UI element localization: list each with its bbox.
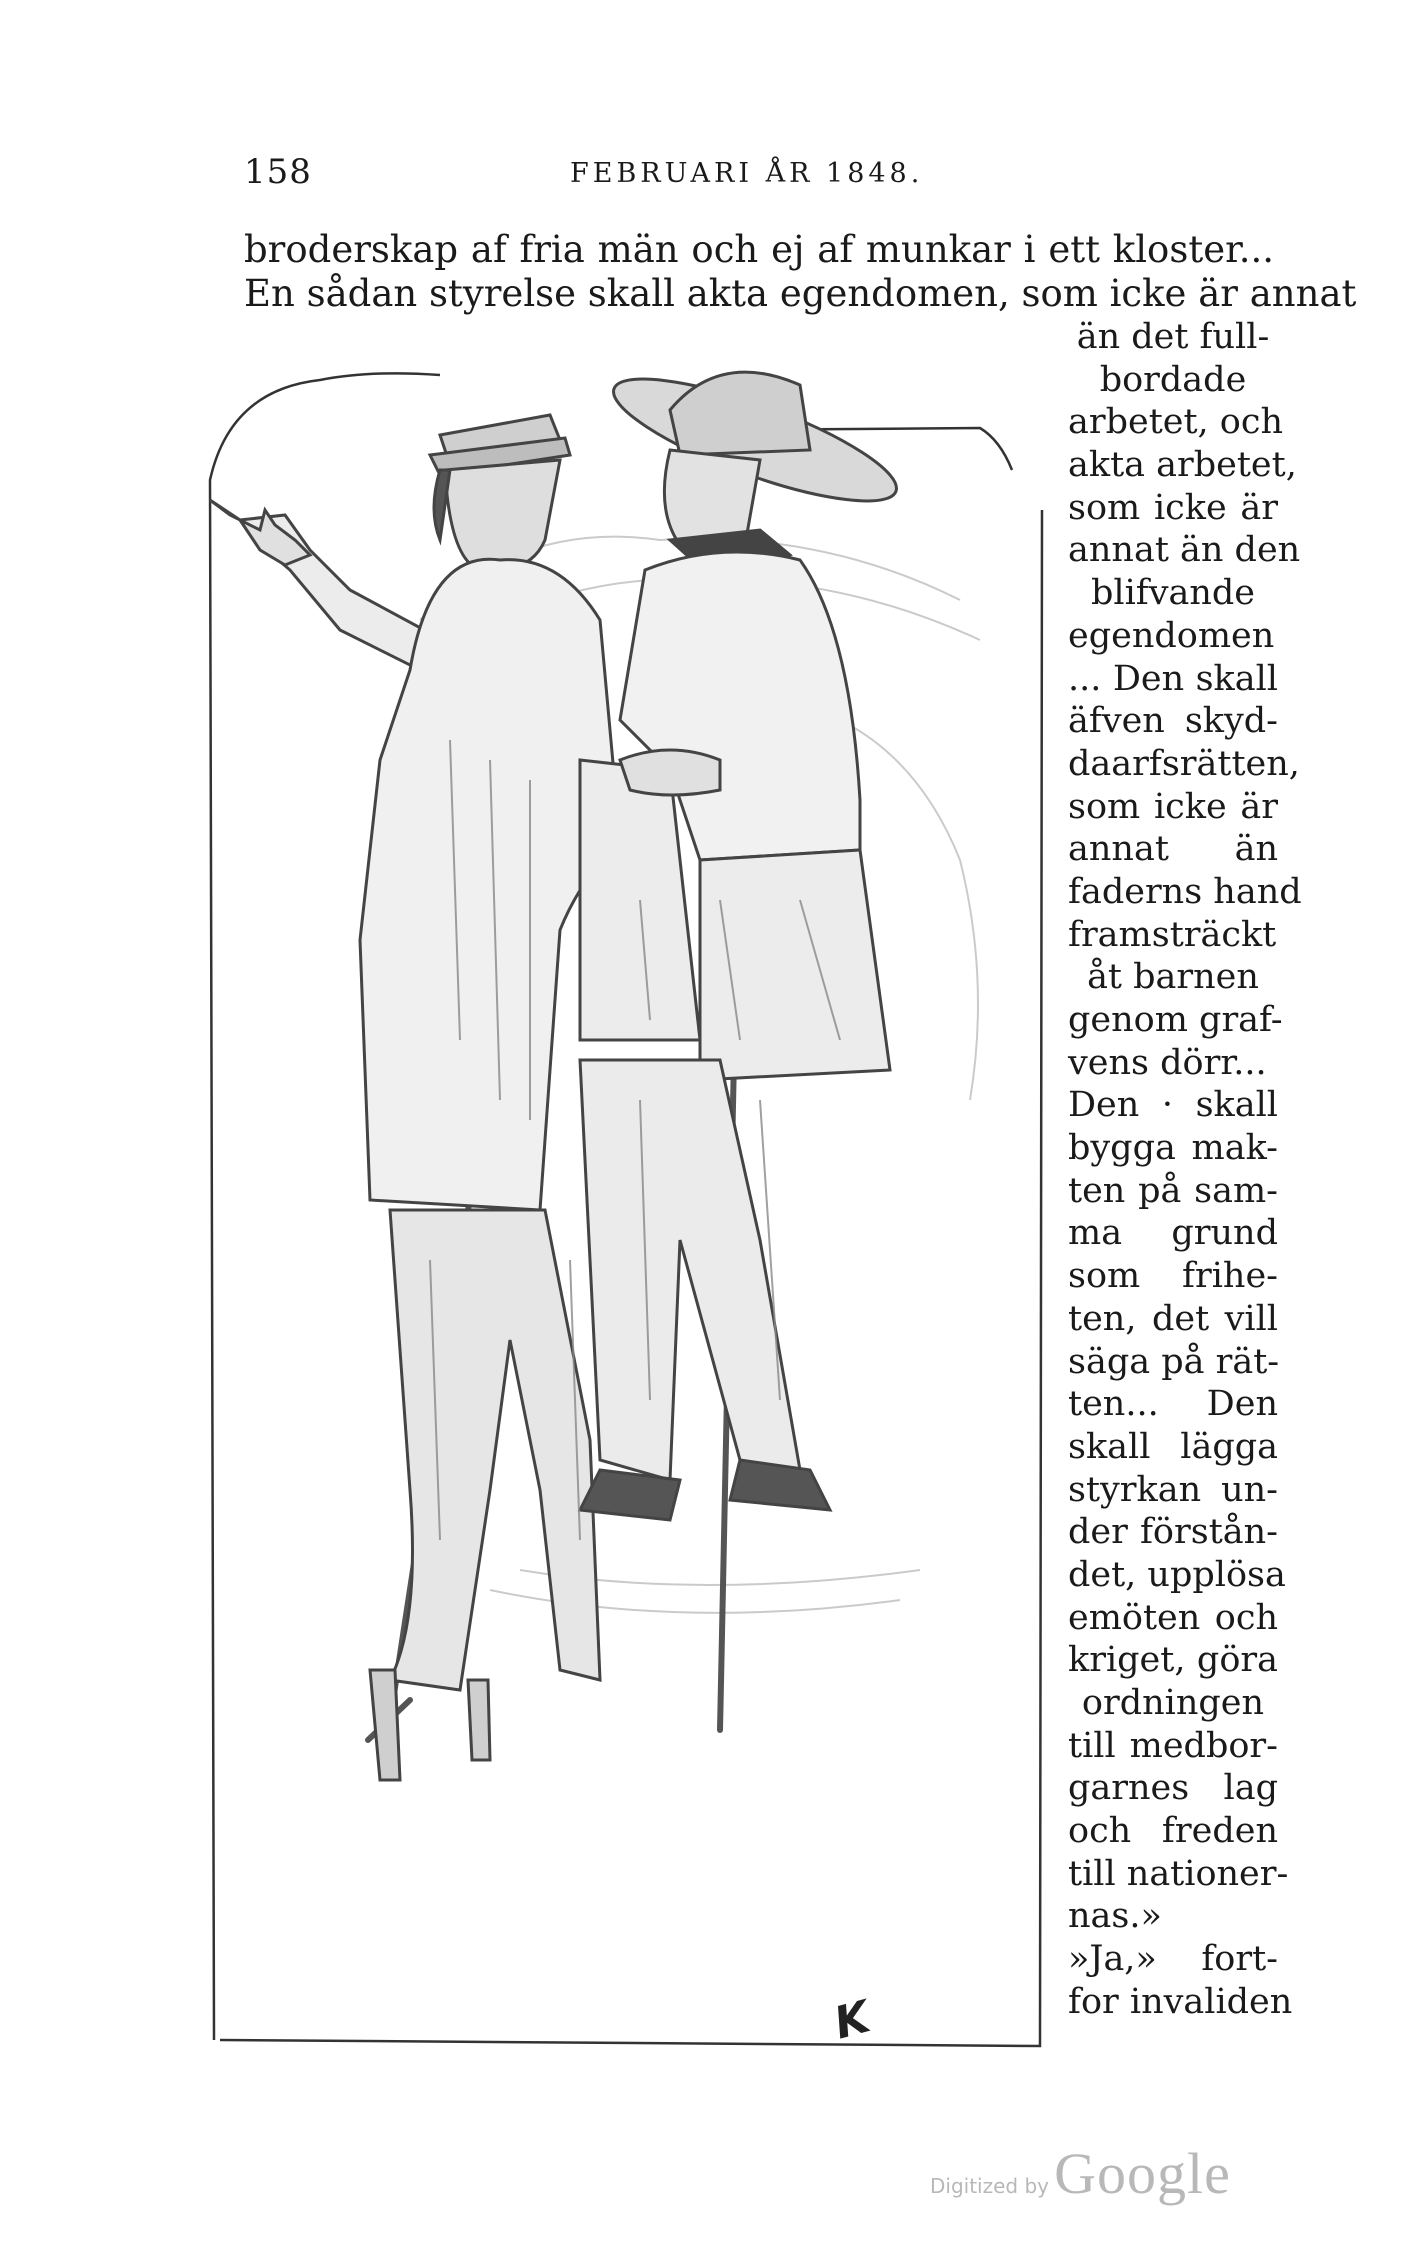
text-line: der förstån- (1068, 1512, 1278, 1553)
text-line: akta arbetet, (1068, 445, 1297, 486)
text-line: som frihe- (1068, 1256, 1278, 1297)
text-line: ten på sam- (1068, 1170, 1278, 1211)
text-line: blifvande (1090, 573, 1256, 614)
text-line: nas.» (1068, 1896, 1162, 1937)
text-line: säga på rät- (1068, 1341, 1280, 1382)
illustration (200, 340, 1060, 2060)
text-line: annat än den (1068, 530, 1301, 571)
text-line: till medbor- (1068, 1725, 1278, 1766)
text-line: for invaliden (1068, 1981, 1293, 2022)
watermark (930, 2140, 1231, 2207)
text-line: ten, det vill (1068, 1298, 1278, 1339)
text-line: genom graf- (1068, 1000, 1283, 1040)
text-line: Den · skall (1068, 1085, 1278, 1126)
text-line: som icke är (1068, 786, 1278, 827)
text-line: garnes lag (1068, 1768, 1278, 1809)
text-line: ... Den skall (1068, 658, 1278, 699)
text-line: En sådan styrelse skall akta egendomen, som icke är annat (244, 272, 1357, 315)
text-line: äfven skyd- (1068, 701, 1278, 742)
google-logo: Google (1054, 2141, 1231, 2206)
text-line: broderskap af fria män och ej af munkar i ett kloster... (244, 228, 1274, 271)
illustrator-signature: K (828, 1991, 876, 2050)
text-line: och freden (1068, 1811, 1278, 1852)
text-line: än det full- (1076, 317, 1270, 357)
text-line: arbetet, och (1068, 402, 1284, 443)
watermark-prefix: Digitized by (930, 2174, 1049, 2198)
text-line: ten... Den (1068, 1384, 1278, 1425)
text-line: egendomen (1068, 615, 1275, 656)
text-column (1068, 316, 1302, 2024)
text-line: som icke är (1068, 487, 1278, 528)
text-line: kriget, göra (1068, 1640, 1278, 1681)
text-line: skall lägga (1068, 1426, 1278, 1467)
text-line: framsträckt (1068, 914, 1277, 955)
text-line: det, upplösa (1068, 1554, 1286, 1595)
text-line: bygga mak- (1068, 1128, 1278, 1169)
text-line: styrkan un- (1068, 1469, 1278, 1510)
text-line: bordade (1099, 359, 1247, 400)
text-line: ordningen (1081, 1683, 1265, 1723)
text-line: annat än (1068, 829, 1278, 870)
text-line: vens dörr... (1068, 1042, 1267, 1083)
text-line: »Ja,» fort- (1068, 1939, 1278, 1980)
text-line: faderns hand (1068, 871, 1302, 912)
running-title: FEBRUARI ÅR 1848. (570, 158, 924, 189)
text-line: daarfsrätten, (1068, 743, 1300, 784)
text-line: emöten och (1068, 1597, 1278, 1638)
page-number: 158 (244, 152, 312, 192)
text-line: åt barnen (1087, 957, 1259, 998)
text-line: till nationer- (1068, 1853, 1289, 1894)
text-line: ma grund (1068, 1213, 1278, 1254)
